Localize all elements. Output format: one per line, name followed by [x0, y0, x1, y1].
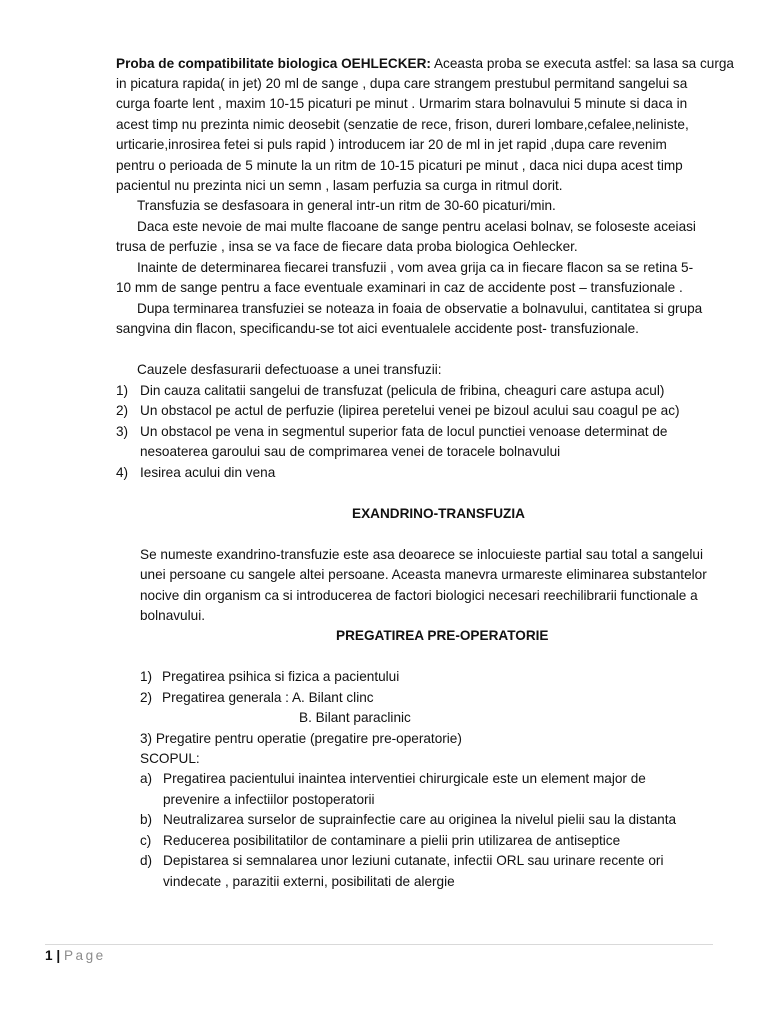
scop-item-b-text: Neutralizarea surselor de suprainfectie care au originea la nivelul pielii sau la distanta — [163, 812, 677, 827]
scop-item-c-num: c) — [140, 833, 152, 848]
preop-item-1-text: Pregatirea psihica si fizica a pacientului — [162, 669, 400, 684]
scop-item-a-text-1: Pregatirea pacientului inaintea interventiei chirurgicale este un element major de — [163, 771, 646, 786]
page-label: Page — [63, 948, 106, 963]
causes-item-3-text-1: Un obstacol pe vena in segmentul superior fata de locul punctiei venoase determinat de — [140, 424, 668, 439]
causes-title: Cauzele desfasurarii defectuoase a unei transfuzii: — [137, 362, 442, 377]
para1-line-1 — [116, 54, 734, 74]
scop-item-b-num: b) — [140, 812, 153, 827]
para5-line-2: sangvina din flacon, specificandu-se tot aici eventualele accidente post- transfuzionale. — [116, 321, 639, 336]
scop-item-d-text-2: vindecate , parazitii externi, posibilitati de alergie — [163, 874, 455, 889]
para1-line-3: curga foarte lent , maxim 10-15 picaturi pe minut . Urmarim stara bolnavului 5 minute si daca in — [116, 96, 688, 111]
footer-divider — [45, 944, 713, 945]
exandrino-line-3: nocive din organism ca si introducerea de factori biologici necesari reechilibrarii functionale a — [140, 588, 698, 603]
causes-item-3-num: 3) — [116, 424, 129, 439]
para2: Transfuzia se desfasoara in general intr-un ritm de 30-60 picaturi/min. — [137, 198, 556, 213]
causes-item-3-text-2: nesoaterea garoului sau de comprimarea venei de toracele bolnavului — [140, 444, 561, 459]
para1-lead: Proba de compatibilitate biologica OEHLECKER: — [116, 56, 431, 71]
scop-item-a-text-2: prevenire a infectiilor postoperatorii — [163, 792, 375, 807]
para4-line-1: Inainte de determinarea fiecarei transfuzii , vom avea grija ca in fiecare flacon sa se retina 5- — [137, 260, 694, 275]
preop-item-1-num: 1) — [140, 669, 153, 684]
preop-title: PREGATIREA PRE-OPERATORIE — [336, 628, 549, 643]
causes-item-2-num: 2) — [116, 403, 129, 418]
causes-item-1-num: 1) — [116, 383, 129, 398]
para3-line-2: trusa de perfuzie , insa se va face de fiecare data proba biologica Oehlecker. — [116, 239, 578, 254]
exandrino-line-4: bolnavului. — [140, 608, 205, 623]
para1-line1-rest: Aceasta proba se executa astfel: sa lasa sa curga — [430, 56, 734, 71]
para5-line-1: Dupa terminarea transfuziei se noteaza in foaia de observatie a bolnavului, cantitatea si grupa — [137, 301, 703, 316]
para1-line-4: acest timp nu prezinta nimic deosebit (senzatie de rece, frison, dureri lombare,cefalee,neliniste, — [116, 117, 689, 132]
scop-item-c-text: Reducerea posibilitatilor de contaminare a pielii prin utilizarea de antiseptice — [163, 833, 621, 848]
para1-line-5: urticarie,inrosirea fetei si puls rapid ) introducem iar 20 de ml in jet rapid ,dupa care revenim — [116, 137, 667, 152]
exandrino-line-1: Se numeste exandrino-transfuzie este asa deoarece se inlocuieste partial sau total a sangelui — [140, 547, 703, 562]
page-number: 1 — [45, 948, 53, 963]
para1-line-2: in picatura rapida( in jet) 20 ml de sange , dupa care strangem prestubul permitand sangelui sa — [116, 76, 688, 91]
causes-item-4-text: Iesirea acului din vena — [140, 465, 276, 480]
scop-label: SCOPUL: — [140, 751, 200, 766]
para1-line-7: pacientul nu prezinta nici un semn , lasam perfuzia sa curga in ritmul dorit. — [116, 178, 563, 193]
footer-separator: | — [56, 948, 61, 963]
preop-item-2-text: Pregatirea generala : A. Bilant clinc — [162, 690, 374, 705]
scop-item-d-num: d) — [140, 853, 153, 868]
scop-item-d-text-1: Depistarea si semnalarea unor leziuni cutanate, infectii ORL sau urinare recente ori — [163, 853, 664, 868]
causes-item-1-text: Din cauza calitatii sangelui de transfuzat (pelicula de fribina, cheaguri care astupa acul) — [140, 383, 665, 398]
preop-item-3: 3) Pregatire pentru operatie (pregatire pre-operatorie) — [140, 731, 462, 746]
para4-line-2: 10 mm de sange pentru a face eventuale examinari in caz de accidente post – transfuzionale . — [116, 280, 683, 295]
scop-item-a-num: a) — [140, 771, 153, 786]
preop-item-2-num: 2) — [140, 690, 153, 705]
para1-line-6: pentru o perioada de 5 minute la un ritm de 10-15 picaturi pe minut , daca nici dupa acest timp — [116, 158, 683, 173]
causes-item-4-num: 4) — [116, 465, 129, 480]
exandrino-title: EXANDRINO-TRANSFUZIA — [352, 506, 525, 521]
preop-item-2-cont: B. Bilant paraclinic — [299, 710, 411, 725]
para3-line-1: Daca este nevoie de mai multe flacoane de sange pentru acelasi bolnav, se foloseste aceiasi — [137, 219, 696, 234]
exandrino-line-2: unei persoane cu sangele altei persoane. Aceasta manevra urmareste eliminarea substantelor — [140, 567, 707, 582]
page-footer — [45, 946, 106, 966]
causes-item-2-text: Un obstacol pe actul de perfuzie (lipirea peretelui venei pe bizoul acului sau coagul pe ac) — [140, 403, 680, 418]
